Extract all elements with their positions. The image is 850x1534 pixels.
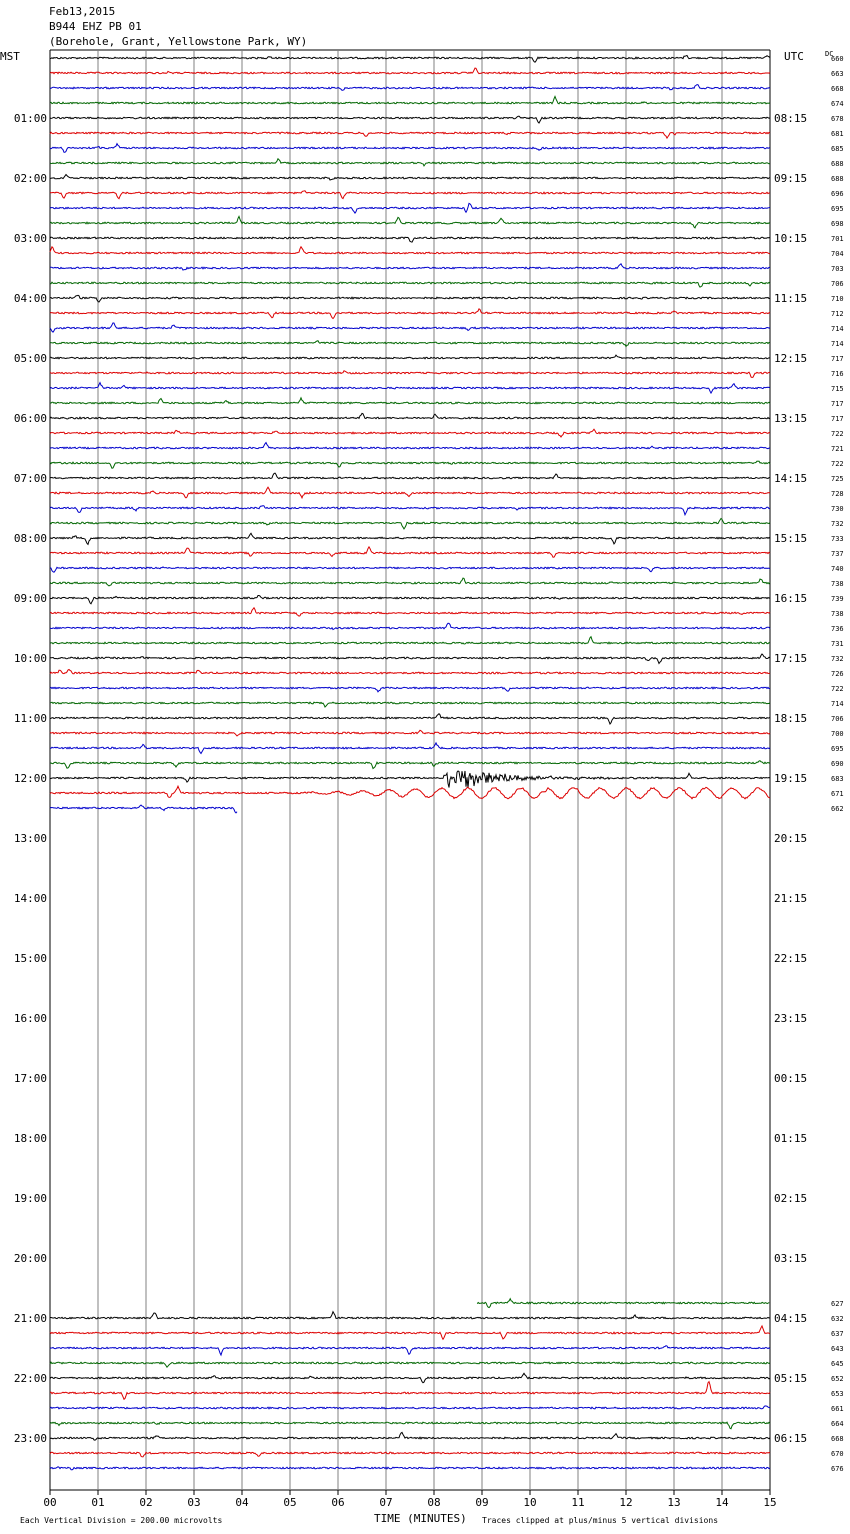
seismic-trace xyxy=(50,85,770,91)
dc-offset-value: 717 xyxy=(831,415,844,423)
seismic-trace xyxy=(50,383,770,394)
dc-offset-value: 664 xyxy=(831,1420,844,1428)
seismic-trace xyxy=(50,596,770,604)
mst-hour-label: 15:00 xyxy=(13,952,47,965)
x-tick-label: 07 xyxy=(379,1496,393,1509)
x-tick-label: 09 xyxy=(475,1496,489,1509)
dc-offset-value: 732 xyxy=(831,655,844,663)
utc-hour-label: 08:15 xyxy=(774,112,808,125)
mst-hour-label: 23:00 xyxy=(13,1432,47,1445)
seismic-trace xyxy=(50,159,770,166)
dc-offset-value: 660 xyxy=(831,55,844,63)
dc-offset-value: 653 xyxy=(831,1390,844,1398)
dc-offset-value: 722 xyxy=(831,430,844,438)
dc-offset-value: 695 xyxy=(831,745,844,753)
dc-offset-value: 645 xyxy=(831,1360,844,1368)
dc-offset-value: 700 xyxy=(831,730,844,738)
seismic-trace xyxy=(50,144,770,153)
seismic-trace xyxy=(50,1373,770,1382)
dc-offset-value: 663 xyxy=(831,70,844,78)
dc-offset-value: 674 xyxy=(831,100,844,108)
dc-offset-value: 695 xyxy=(831,205,844,213)
mst-hour-label: 08:00 xyxy=(13,532,47,545)
utc-hour-label: 09:15 xyxy=(774,172,808,185)
seismic-trace xyxy=(50,1326,770,1339)
x-tick-label: 14 xyxy=(715,1496,729,1509)
mst-hour-label: 20:00 xyxy=(13,1252,47,1265)
dc-offset-value: 722 xyxy=(831,460,844,468)
clip-note: Traces clipped at plus/minus 5 vertical divisions xyxy=(482,1516,719,1525)
mst-hour-label: 02:00 xyxy=(13,172,47,185)
dc-offset-value: 643 xyxy=(831,1345,844,1353)
plot-date: Feb13,2015 xyxy=(49,5,116,18)
dc-offset-value: 681 xyxy=(831,130,844,138)
dc-offset-value: 728 xyxy=(831,490,844,498)
mst-axis-label: MST xyxy=(0,50,20,63)
seismic-trace xyxy=(50,567,770,572)
utc-hour-label: 11:15 xyxy=(774,292,808,305)
dc-offset-value: 716 xyxy=(831,370,844,378)
seismic-trace xyxy=(50,533,770,544)
dc-offset-value: 706 xyxy=(831,715,844,723)
dc-offset-value: 696 xyxy=(831,190,844,198)
seismic-trace xyxy=(50,1432,770,1440)
utc-hour-label: 13:15 xyxy=(774,412,808,425)
seismic-trace xyxy=(50,687,770,692)
dc-offset-value: 670 xyxy=(831,1450,844,1458)
minute-grid xyxy=(50,50,770,1490)
seismic-trace xyxy=(50,398,770,404)
axis-labels xyxy=(14,55,844,1509)
seismic-trace xyxy=(50,1452,770,1457)
dc-offset-value: 662 xyxy=(831,805,844,813)
seismic-trace xyxy=(50,730,770,736)
dc-offset-value: 671 xyxy=(831,790,844,798)
utc-hour-label: 03:15 xyxy=(774,1252,808,1265)
utc-hour-label: 17:15 xyxy=(774,652,808,665)
x-tick-label: 02 xyxy=(139,1496,153,1509)
dc-offset-value: 717 xyxy=(831,400,844,408)
seismic-trace xyxy=(50,1346,770,1355)
x-tick-label: 08 xyxy=(427,1496,441,1509)
dc-offset-value: 704 xyxy=(831,250,844,258)
mst-hour-label: 22:00 xyxy=(13,1372,47,1385)
dc-offset-value: 736 xyxy=(831,625,844,633)
seismic-trace xyxy=(50,132,770,138)
seismic-trace xyxy=(50,216,770,228)
dc-offset-value: 730 xyxy=(831,505,844,513)
seismic-trace xyxy=(50,175,770,181)
seismic-trace xyxy=(50,355,770,359)
dc-offset-value: 717 xyxy=(831,355,844,363)
mst-hour-label: 07:00 xyxy=(13,472,47,485)
dc-offset-value: 668 xyxy=(831,85,844,93)
dc-offset-value: 733 xyxy=(831,535,844,543)
dc-offset-value: 721 xyxy=(831,445,844,453)
station-name: B944 EHZ PB 01 xyxy=(49,20,142,33)
utc-hour-label: 16:15 xyxy=(774,592,808,605)
seismic-trace xyxy=(50,519,770,529)
dc-offset-value: 714 xyxy=(831,700,844,708)
x-tick-label: 11 xyxy=(571,1496,585,1509)
dc-offset-label: DC xyxy=(825,50,834,58)
dc-offset-value: 731 xyxy=(831,640,844,648)
utc-hour-label: 05:15 xyxy=(774,1372,808,1385)
utc-hour-label: 15:15 xyxy=(774,532,808,545)
x-tick-label: 05 xyxy=(283,1496,297,1509)
seismic-trace xyxy=(50,461,770,468)
utc-hour-label: 21:15 xyxy=(774,892,808,905)
seismic-trace xyxy=(50,761,770,769)
dc-offset-value: 701 xyxy=(831,235,844,243)
dc-offset-value: 706 xyxy=(831,280,844,288)
seismic-trace xyxy=(50,1406,770,1409)
seismic-trace xyxy=(50,623,770,629)
seismic-trace xyxy=(50,68,770,74)
seismic-trace xyxy=(50,295,770,302)
dc-offset-value: 678 xyxy=(831,115,844,123)
utc-hour-label: 04:15 xyxy=(774,1312,808,1325)
seismic-trace xyxy=(50,473,770,479)
dc-offset-value: 637 xyxy=(831,1330,844,1338)
x-tick-label: 13 xyxy=(667,1496,681,1509)
seismic-trace xyxy=(50,506,770,515)
seismic-trace xyxy=(50,702,770,707)
mst-hour-label: 05:00 xyxy=(13,352,47,365)
dc-offset-value: 698 xyxy=(831,220,844,228)
mst-hour-label: 04:00 xyxy=(13,292,47,305)
seismic-trace xyxy=(50,654,770,664)
seismic-trace xyxy=(50,282,770,287)
seismic-trace xyxy=(50,116,770,123)
seismic-trace xyxy=(50,1362,770,1367)
dc-offset-value: 685 xyxy=(831,145,844,153)
dc-offset-value: 688 xyxy=(831,175,844,183)
dc-offset-value: 722 xyxy=(831,685,844,693)
utc-hour-label: 00:15 xyxy=(774,1072,808,1085)
dc-offset-value: 738 xyxy=(831,610,844,618)
utc-hour-label: 18:15 xyxy=(774,712,808,725)
scale-note: Each Vertical Division = 200.00 microvolts xyxy=(20,1516,223,1525)
seismic-traces xyxy=(50,56,770,1470)
mst-hour-label: 13:00 xyxy=(13,832,47,845)
seismic-trace xyxy=(50,714,770,724)
seismic-trace xyxy=(50,56,770,63)
mst-hour-label: 01:00 xyxy=(13,112,47,125)
mst-hour-label: 21:00 xyxy=(13,1312,47,1325)
dc-offset-value: 739 xyxy=(831,595,844,603)
utc-hour-label: 23:15 xyxy=(774,1012,808,1025)
mst-hour-label: 16:00 xyxy=(13,1012,47,1025)
seismic-trace xyxy=(50,608,770,616)
utc-hour-label: 14:15 xyxy=(774,472,808,485)
seismic-trace xyxy=(50,771,770,788)
seismic-trace xyxy=(50,413,770,419)
seismic-trace xyxy=(50,805,237,813)
seismic-trace xyxy=(50,743,770,754)
x-tick-label: 03 xyxy=(187,1496,201,1509)
utc-axis-label: UTC xyxy=(784,50,804,63)
x-tick-label: 06 xyxy=(331,1496,345,1509)
seismic-trace xyxy=(50,547,770,557)
utc-hour-label: 02:15 xyxy=(774,1192,808,1205)
dc-offset-value: 732 xyxy=(831,520,844,528)
seismic-trace xyxy=(50,1312,770,1319)
station-location: (Borehole, Grant, Yellowstone Park, WY) xyxy=(49,35,308,48)
seismic-trace xyxy=(50,578,770,586)
seismic-trace xyxy=(50,443,770,449)
seismic-trace xyxy=(50,247,770,254)
dc-offset-value: 676 xyxy=(831,1465,844,1473)
utc-hour-label: 01:15 xyxy=(774,1132,808,1145)
seismic-trace xyxy=(50,237,770,242)
mst-hour-label: 03:00 xyxy=(13,232,47,245)
mst-hour-label: 09:00 xyxy=(13,592,47,605)
mst-hour-label: 19:00 xyxy=(13,1192,47,1205)
seismic-trace xyxy=(50,1422,770,1429)
x-tick-label: 01 xyxy=(91,1496,105,1509)
seismic-trace xyxy=(50,429,770,437)
mst-hour-label: 17:00 xyxy=(13,1072,47,1085)
seismic-trace xyxy=(50,637,770,644)
x-tick-label: 15 xyxy=(763,1496,777,1509)
mst-hour-label: 14:00 xyxy=(13,892,47,905)
dc-offset-value: 668 xyxy=(831,1435,844,1443)
seismic-trace xyxy=(50,341,770,347)
dc-offset-value: 725 xyxy=(831,475,844,483)
seismic-trace xyxy=(50,203,770,213)
dc-offset-value: 690 xyxy=(831,760,844,768)
dc-offset-value: 703 xyxy=(831,265,844,273)
dc-offset-value: 627 xyxy=(831,1300,844,1308)
utc-hour-label: 22:15 xyxy=(774,952,808,965)
seismic-trace xyxy=(50,670,770,674)
dc-offset-value: 714 xyxy=(831,325,844,333)
dc-offset-value: 726 xyxy=(831,670,844,678)
mst-hour-label: 12:00 xyxy=(13,772,47,785)
seismic-trace xyxy=(50,264,770,270)
seismic-trace xyxy=(50,487,770,498)
seismic-trace xyxy=(50,309,770,319)
dc-offset-value: 661 xyxy=(831,1405,844,1413)
mst-hour-label: 11:00 xyxy=(13,712,47,725)
seismic-trace xyxy=(50,97,770,104)
x-axis-title: TIME (MINUTES) xyxy=(374,1512,467,1525)
seismic-trace xyxy=(50,1467,770,1470)
utc-hour-label: 19:15 xyxy=(774,772,808,785)
dc-offset-value: 737 xyxy=(831,550,844,558)
seismic-trace xyxy=(50,786,770,799)
dc-offset-value: 714 xyxy=(831,340,844,348)
utc-hour-label: 12:15 xyxy=(774,352,808,365)
dc-offset-value: 740 xyxy=(831,565,844,573)
dc-offset-value: 688 xyxy=(831,160,844,168)
dc-offset-value: 712 xyxy=(831,310,844,318)
mst-hour-label: 18:00 xyxy=(13,1132,47,1145)
utc-hour-label: 20:15 xyxy=(774,832,808,845)
x-tick-label: 12 xyxy=(619,1496,633,1509)
dc-offset-value: 632 xyxy=(831,1315,844,1323)
x-tick-label: 00 xyxy=(43,1496,57,1509)
x-tick-label: 04 xyxy=(235,1496,249,1509)
mst-hour-label: 06:00 xyxy=(13,412,47,425)
mst-hour-label: 10:00 xyxy=(13,652,47,665)
seismic-trace xyxy=(477,1299,769,1308)
dc-offset-value: 710 xyxy=(831,295,844,303)
dc-offset-value: 683 xyxy=(831,775,844,783)
dc-offset-value: 652 xyxy=(831,1375,844,1383)
seismic-trace xyxy=(50,1382,770,1400)
utc-hour-label: 10:15 xyxy=(774,232,808,245)
seismic-trace xyxy=(50,323,770,332)
dc-offset-value: 738 xyxy=(831,580,844,588)
seismic-trace xyxy=(50,371,770,378)
utc-hour-label: 06:15 xyxy=(774,1432,808,1445)
dc-offset-value: 715 xyxy=(831,385,844,393)
seismic-trace xyxy=(50,191,770,199)
x-tick-label: 10 xyxy=(523,1496,537,1509)
